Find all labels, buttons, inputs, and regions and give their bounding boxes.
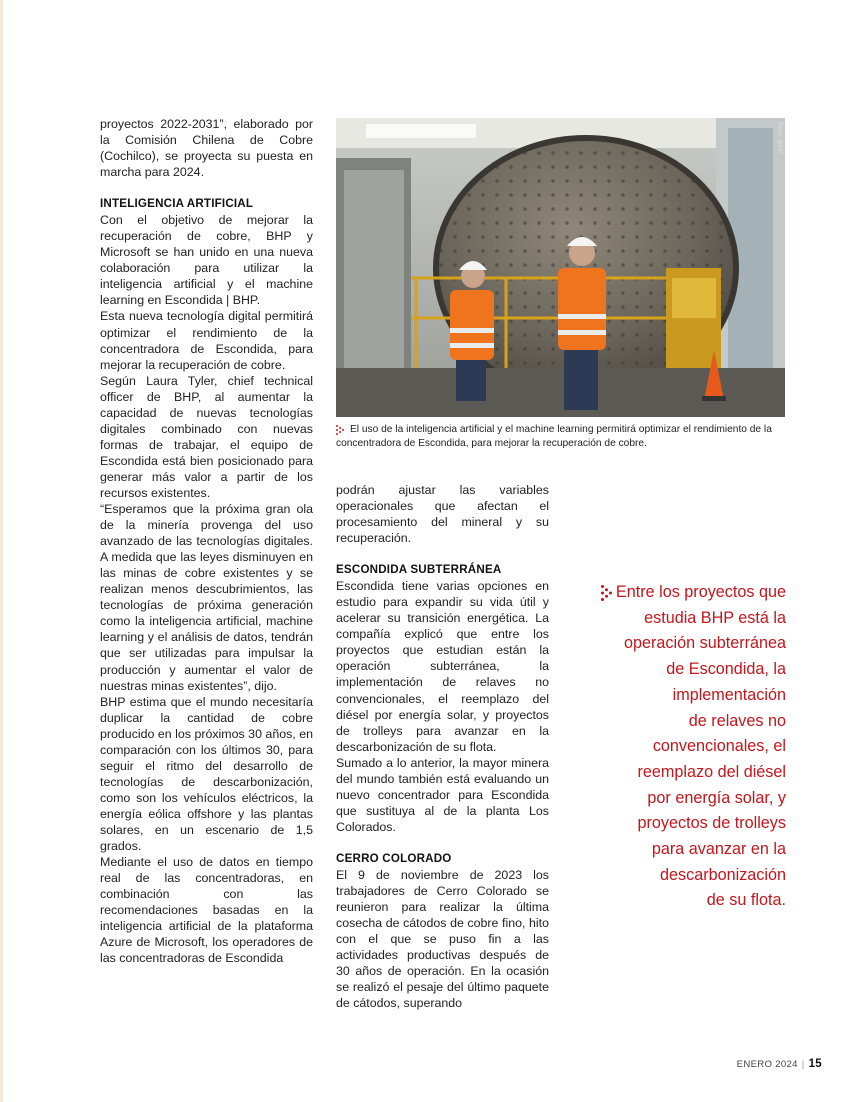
- pull-quote-text: convencionales, el: [652, 737, 786, 756]
- pull-quote-line: [588, 657, 786, 683]
- body-paragraph: Sumado a lo anterior, la mayor minera del mundo también está evaluando un nuevo concentrador para Escondida que sustituya al de la planta Los Colorados.: [336, 755, 549, 834]
- pull-quote-line: [588, 709, 786, 735]
- pull-quote-text: de su flota.: [706, 891, 786, 910]
- photo-credit: Foto: BHP: [776, 122, 783, 155]
- issue-date: ENERO 2024: [736, 1059, 798, 1070]
- photo-caption-text: El uso de la inteligencia artificial y el machine learning permitirá optimizar el rendimiento de la concentradora de Escondida, para mejorar la recuperación de cobre.: [336, 424, 772, 449]
- article-column-2: [336, 482, 549, 1011]
- body-paragraph: proyectos 2022-2031”, elaborado por la Comisión Chilena de Cobre (Cochilco), se proyecta su puesta en marcha para 2024.: [100, 117, 313, 180]
- body-paragraph: Esta nueva tecnología digital permitirá optimizar el rendimiento de la concentradora de Escondida, para mejorar la recuperación de cobre.: [100, 309, 313, 372]
- pull-quote-text: Entre los proyectos que: [615, 583, 786, 601]
- page-edge-rule: [0, 0, 3, 1102]
- body-paragraph: Según Laura Tyler, chief technical officer de BHP, al aumentar la capacidad de nuevas tecnologías digitales combinado con nuevas formas de trabajar, el equipo de Escondida está bien posicionado para generar más valor a partir de los recursos existentes.: [100, 373, 313, 500]
- pull-quote-line: [588, 734, 786, 760]
- pull-quote-text: estudia BHP está la: [644, 608, 786, 627]
- pull-quote-line: [588, 606, 786, 632]
- pull-quote-line: [588, 580, 786, 606]
- pull-quote-line: [588, 837, 786, 863]
- footer-separator: |: [801, 1059, 805, 1070]
- pull-quote-text: proyectos de trolleys: [637, 814, 786, 833]
- photo-illustration: [336, 118, 785, 417]
- pull-quote-line: [588, 888, 786, 914]
- section-heading: ESCONDIDA SUBTERRÁNEA: [336, 563, 502, 577]
- paragraph-gap: [100, 180, 313, 196]
- pull-quote-text: por energía solar, y: [647, 788, 786, 807]
- pull-quote-line: [588, 760, 786, 786]
- body-paragraph: “Esperamos que la próxima gran ola de la minería provenga del uso avanzado de las tecnologías digitales. A medida que las leyes disminuyen en las minas de cobre existentes y se realizan menos descubrimientos, las tecnologías de próxima generación como la inteligencia artificial, machine learning y el análisis de datos, tendrán que ser utilizadas para impulsar la producción y aumentar el valor de nuestras minas existentes”, dijo.: [100, 502, 313, 693]
- pull-quote-text: implementación: [672, 685, 786, 704]
- article-column-1: [100, 116, 313, 966]
- section-heading: INTELIGENCIA ARTIFICIAL: [100, 197, 254, 211]
- page-number: 15: [808, 1058, 822, 1070]
- paragraph-gap: [336, 546, 549, 562]
- body-paragraph: BHP estima que el mundo necesitaría duplicar la cantidad de cobre producido en los próximos 30 años, en comparación con los últimos 30, para seguir el ritmo del desarrollo de tecnologías de descarbonización, como son los vehículos eléctricos, la energía eólica offshore y las plantas solares, en un escenario de 1,5 grados.: [100, 694, 313, 854]
- photo-workers-mill: [336, 118, 785, 417]
- pull-quote-text: descarbonización: [660, 865, 786, 884]
- body-paragraph: Mediante el uso de datos en tiempo real de las concentradoras, en combinación con las recomendaciones basadas en la inteligencia artificial de la plataforma Azure de Microsoft, los operadores de las concentradoras de Escondida: [100, 855, 313, 966]
- page-footer: [737, 1058, 822, 1070]
- pull-quote-text: de Escondida, la: [666, 660, 786, 679]
- pull-quote-text: para avanzar en la: [651, 840, 786, 859]
- pull-quote: [588, 580, 786, 914]
- pull-quote-line: [588, 863, 786, 889]
- pull-quote-text: de relaves no: [688, 711, 786, 730]
- pull-quote-line: [588, 811, 786, 837]
- body-paragraph: podrán ajustar las variables operacionales que afectan el procesamiento del mineral y su recuperación.: [336, 483, 549, 546]
- dot-arrow-icon: [601, 585, 612, 601]
- pull-quote-text: operación subterránea: [624, 634, 786, 653]
- body-paragraph: El 9 de noviembre de 2023 los trabajadores de Cerro Colorado se reunieron para realizar la última cosecha de cátodos de cobre fino, hito con el que se puso fin a las actividades productivas después de 30 años de operación. En la ocasión se realizó el pesaje del último paquete de cátodos, superando: [336, 867, 549, 1011]
- pull-quote-line: [588, 631, 786, 657]
- body-paragraph: Con el objetivo de mejorar la recuperación de cobre, BHP y Microsoft se han unido en una nueva colaboración para utilizar la inteligencia artificial y el machine learning en Escondida | BHP.: [100, 213, 313, 308]
- photo-caption: [336, 423, 788, 451]
- paragraph-gap: [336, 835, 549, 851]
- body-paragraph: Escondida tiene varias opciones en estudio para expandir su vida útil y acelerar su transición energética. La compañía explicó que entre los proyectos que estudian están la operación subterránea, la implementación de relaves no convencionales, el reemplazo del diésel por energía solar, y proyectos de trolleys para avanzar en la descarbonización de su flota.: [336, 579, 549, 754]
- pull-quote-line: [588, 786, 786, 812]
- pull-quote-text: reemplazo del diésel: [637, 762, 786, 781]
- pull-quote-line: [588, 683, 786, 709]
- section-heading: CERRO COLORADO: [336, 851, 452, 865]
- dot-arrow-icon: [336, 425, 344, 435]
